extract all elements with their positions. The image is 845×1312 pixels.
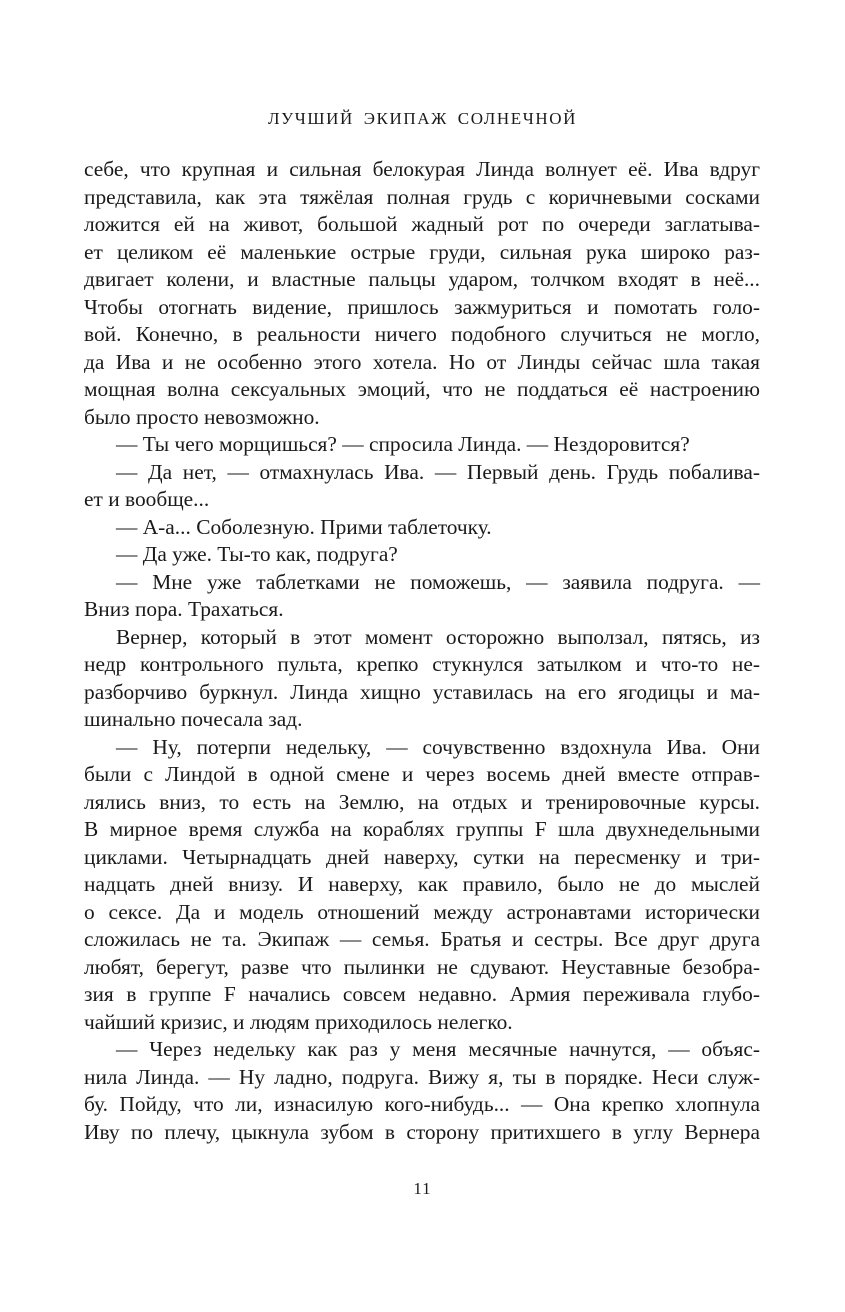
text-line: надцать дней внизу. И наверху, как правило, было не до мыслей [84, 872, 760, 896]
running-title: ЛУЧШИЙ ЭКИПАЖ СОЛНЕЧНОЙ [267, 109, 578, 128]
text-line: чайший кризис, и людям приходилось нелегко. [84, 1009, 513, 1034]
text-line: бу. Пойду, что ли, изнасилую кого-нибудь... — Она крепко хлопнула [84, 1092, 760, 1116]
text-line: о сексе. Да и модель отношений между астронавтами исторически [84, 899, 760, 924]
text-line: вой. Конечно, в реальности ничего подобного случиться не могло, [84, 322, 760, 346]
text-line: Вниз пора. Трахаться. [84, 597, 284, 621]
text-line: — А-а... Соболезную. Прими таблеточку. [116, 514, 492, 539]
text-line: мощная волна сексуальных эмоций, что не поддаться её настроению [84, 377, 760, 401]
text-line: двигает колени, и властные пальцы ударом, толчком входят в неё... [84, 267, 760, 291]
text-line: циклами. Четырнадцать дней наверху, сутки на пересменку и три- [84, 844, 760, 869]
text-line: — Через недельку как раз у меня месячные начнутся, — объяс- [116, 1037, 760, 1061]
page-body-text [84, 156, 760, 1146]
text-line: зия в группе F начались совсем недавно. Армия переживала глубо- [84, 982, 760, 1006]
text-line: себе, что крупная и сильная белокурая Линда волнует её. Ива вдруг [84, 157, 760, 181]
text-line: лялись вниз, то есть на Землю, на отдых и тренировочные курсы. [84, 789, 760, 814]
text-line: сложилась не та. Экипаж — семья. Братья и сестры. Все друг друга [84, 927, 760, 951]
text-line: Чтобы отогнать видение, пришлось зажмуриться и помотать голо- [84, 294, 760, 319]
text-line: — Ты чего морщишься? — спросила Линда. — Нездоровится? [116, 432, 690, 456]
text-line: — Да нет, — отмахнулась Ива. — Первый день. Грудь побалива- [116, 459, 760, 484]
text-line: было просто невозможно. [84, 404, 320, 429]
text-line: да Ива и не особенно этого хотела. Но от Линды сейчас шла такая [84, 349, 760, 374]
text-line: шинально почесала зад. [84, 707, 303, 731]
text-line: Иву по плечу, цыкнула зубом в сторону притихшего в углу Вернера [84, 1119, 760, 1144]
text-line: любят, берегут, разве что пылинки не сдувают. Неуставные безобра- [84, 954, 760, 979]
text-line: ложится ей на живот, большой жадный рот по очереди заглатыва- [84, 212, 760, 236]
text-line: ет и вообще... [84, 487, 210, 511]
text-line: В мирное время служба на кораблях группы F шла двухнедельными [84, 817, 760, 841]
text-line: были с Линдой в одной смене и через восемь дней вместе отправ- [84, 762, 760, 786]
text-line: недр контрольного пульта, крепко стукнулся затылком и что-то не- [84, 652, 760, 676]
text-line: — Мне уже таблетками не поможешь, — заявила подруга. — [116, 569, 760, 594]
text-line: нила Линда. — Ну ладно, подруга. Вижу я, ты в порядке. Неси служ- [84, 1064, 760, 1089]
page-number: 11 [413, 1179, 432, 1198]
text-line: представила, как эта тяжёлая полная грудь с коричневыми сосками [84, 184, 760, 209]
text-line: — Да уже. Ты-то как, подруга? [116, 542, 398, 566]
text-line: Вернер, который в этот момент осторожно выползал, пятясь, из [116, 624, 760, 649]
text-line: — Ну, потерпи недельку, — сочувственно вздохнула Ива. Они [116, 734, 760, 759]
text-line: разборчиво буркнул. Линда хищно уставилась на его ягодицы и ма- [84, 679, 760, 704]
text-line: ет целиком её маленькие острые груди, сильная рука широко раз- [84, 239, 760, 264]
